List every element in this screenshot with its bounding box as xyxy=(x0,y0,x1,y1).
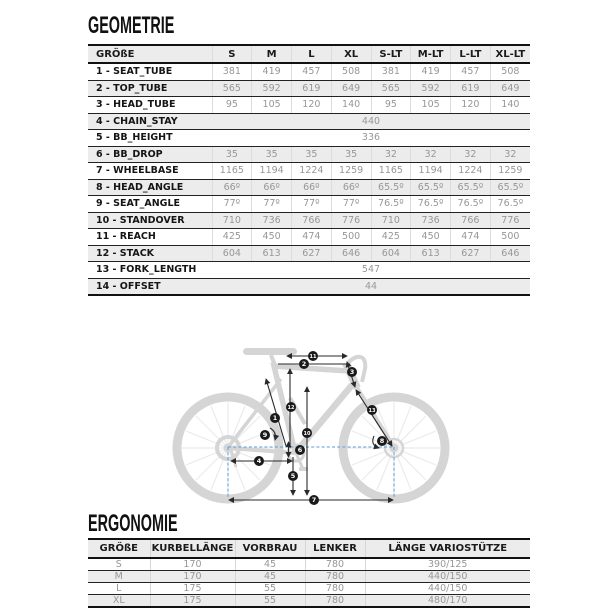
geometry-value: 77º xyxy=(331,196,371,213)
geometry-value: 77º xyxy=(212,196,252,213)
size-column-header-l: L xyxy=(292,45,332,63)
geometry-value: 736 xyxy=(252,212,292,229)
geometry-value: 381 xyxy=(371,63,411,80)
geometry-value: 474 xyxy=(292,229,332,246)
geometry-value: 419 xyxy=(411,63,451,80)
geometry-value: 65.5º xyxy=(490,179,530,196)
geometry-value: 1259 xyxy=(331,163,371,180)
geometry-value: 508 xyxy=(490,63,530,80)
geometry-value: 105 xyxy=(252,97,292,114)
geometry-value: 1259 xyxy=(490,163,530,180)
ergonomics-column-header: LENKER xyxy=(305,539,365,558)
geometry-value: 500 xyxy=(490,229,530,246)
geometry-row-label: 14 - OFFSET xyxy=(88,278,212,295)
geometry-span-value: 336 xyxy=(212,130,530,147)
ergonomics-table xyxy=(88,538,530,608)
geometry-value: 766 xyxy=(451,212,491,229)
ergonomics-value: M xyxy=(88,571,150,583)
geometry-value: 65.5º xyxy=(371,179,411,196)
geometry-value: 1194 xyxy=(411,163,451,180)
dimension-marker-number: 3 xyxy=(349,368,355,377)
geometry-value: 140 xyxy=(331,97,371,114)
geometry-value: 592 xyxy=(252,80,292,97)
geometry-value: 76.5º xyxy=(490,196,530,213)
ergonomics-value: 175 xyxy=(150,583,235,595)
geometry-value: 1165 xyxy=(212,163,252,180)
geometry-row-label: 13 - FORK_LENGTH xyxy=(88,262,212,279)
geometry-value: 425 xyxy=(371,229,411,246)
geometry-row xyxy=(88,63,530,80)
geometry-value: 613 xyxy=(252,245,292,262)
ergonomics-value: 170 xyxy=(150,558,235,571)
geometry-value: 1194 xyxy=(252,163,292,180)
geometry-table-header-row xyxy=(88,45,530,63)
geometry-row xyxy=(88,212,530,229)
dimension-marker-number: 4 xyxy=(256,457,262,466)
geometry-value: 627 xyxy=(451,245,491,262)
geometry-value: 35 xyxy=(212,146,252,163)
dimension-marker-number: 2 xyxy=(301,360,307,369)
geometry-value: 66º xyxy=(212,179,252,196)
geometry-row xyxy=(88,80,530,97)
ergonomics-table-header-row xyxy=(88,539,530,558)
geometry-section-title: GEOMETRIE xyxy=(88,12,175,39)
geometry-row-label: 10 - STANDOVER xyxy=(88,212,212,229)
geometry-value: 604 xyxy=(371,245,411,262)
geometry-value: 766 xyxy=(292,212,332,229)
geometry-value: 776 xyxy=(490,212,530,229)
geometry-value: 120 xyxy=(292,97,332,114)
geometry-value: 710 xyxy=(212,212,252,229)
geometry-value: 500 xyxy=(331,229,371,246)
size-column-header-s: S xyxy=(212,45,252,63)
geometry-value: 66º xyxy=(331,179,371,196)
geometry-row-label: 6 - BB_DROP xyxy=(88,146,212,163)
ergonomics-value: XL xyxy=(88,595,150,608)
ergonomics-value: 55 xyxy=(235,583,305,595)
geometry-row-label: 7 - WHEELBASE xyxy=(88,163,212,180)
ergonomics-value: 45 xyxy=(235,558,305,571)
geometry-value: 95 xyxy=(212,97,252,114)
ergonomics-value: 440/150 xyxy=(365,571,530,583)
ergonomics-value: L xyxy=(88,583,150,595)
geometry-row-label: 1 - SEAT_TUBE xyxy=(88,63,212,80)
geometry-value: 736 xyxy=(411,212,451,229)
geometry-value: 120 xyxy=(451,97,491,114)
geometry-value: 646 xyxy=(490,245,530,262)
geometry-value: 565 xyxy=(371,80,411,97)
geometry-row xyxy=(88,179,530,196)
geometry-value: 457 xyxy=(451,63,491,80)
geometry-value: 604 xyxy=(212,245,252,262)
geometry-row xyxy=(88,278,530,295)
geometry-table xyxy=(88,44,530,296)
geometry-row-label: 9 - SEAT_ANGLE xyxy=(88,196,212,213)
ergonomics-value: 780 xyxy=(305,558,365,571)
size-column-header-m: M xyxy=(252,45,292,63)
bike-geometry-diagram xyxy=(160,325,472,520)
geometry-value: 1165 xyxy=(371,163,411,180)
ergonomics-value: 55 xyxy=(235,595,305,608)
geometry-value: 450 xyxy=(411,229,451,246)
geometry-value: 76.5º xyxy=(451,196,491,213)
dimension-marker-number: 5 xyxy=(290,472,296,481)
bike-diagram-svg xyxy=(160,325,472,520)
geometry-value: 474 xyxy=(451,229,491,246)
size-column-header-l-lt: L-LT xyxy=(451,45,491,63)
ergonomics-value: 170 xyxy=(150,571,235,583)
geometry-value: 419 xyxy=(252,63,292,80)
geometry-value: 776 xyxy=(331,212,371,229)
geometry-row-label: 2 - TOP_TUBE xyxy=(88,80,212,97)
geometry-row xyxy=(88,113,530,130)
size-column-header: GRÖßE xyxy=(88,45,212,63)
dimension-marker-number: 8 xyxy=(379,437,385,446)
geometry-value: 105 xyxy=(411,97,451,114)
geometry-row xyxy=(88,229,530,246)
geometry-span-value: 547 xyxy=(212,262,530,279)
dimension-marker-number: 9 xyxy=(262,431,268,440)
ergonomics-section-title: ERGONOMIE xyxy=(88,510,178,537)
size-column-header-xl-lt: XL-LT xyxy=(490,45,530,63)
geometry-row xyxy=(88,146,530,163)
geometry-value: 646 xyxy=(331,245,371,262)
geometry-value: 1224 xyxy=(292,163,332,180)
geometry-value: 627 xyxy=(292,245,332,262)
geometry-value: 65.5º xyxy=(451,179,491,196)
geometry-value: 76.5º xyxy=(371,196,411,213)
geometry-value: 450 xyxy=(252,229,292,246)
dimension-marker-number: 10 xyxy=(303,431,311,438)
ergonomics-column-header: LÄNGE VARIOSTÜTZE xyxy=(365,539,530,558)
geometry-row-label: 11 - REACH xyxy=(88,229,212,246)
geometry-value: 77º xyxy=(252,196,292,213)
geometry-value: 95 xyxy=(371,97,411,114)
ergonomics-value: 45 xyxy=(235,571,305,583)
geometry-row-label: 4 - CHAIN_STAY xyxy=(88,113,212,130)
geometry-value: 425 xyxy=(212,229,252,246)
ergonomics-column-header: VORBRAU xyxy=(235,539,305,558)
geometry-row xyxy=(88,97,530,114)
geometry-value: 710 xyxy=(371,212,411,229)
ergonomics-value: 780 xyxy=(305,571,365,583)
geometry-value: 140 xyxy=(490,97,530,114)
geometry-value: 619 xyxy=(451,80,491,97)
geometry-value: 508 xyxy=(331,63,371,80)
ergonomics-value: 440/150 xyxy=(365,583,530,595)
geometry-value: 65.5º xyxy=(411,179,451,196)
ergonomics-value: 175 xyxy=(150,595,235,608)
geometry-value: 32 xyxy=(451,146,491,163)
ergonomics-column-header: GRÖßE xyxy=(88,539,150,558)
geometry-value: 592 xyxy=(411,80,451,97)
size-column-header-s-lt: S-LT xyxy=(371,45,411,63)
size-column-header-m-lt: M-LT xyxy=(411,45,451,63)
geometry-value: 381 xyxy=(212,63,252,80)
dimension-marker-number: 12 xyxy=(287,405,295,412)
geometry-span-value: 440 xyxy=(212,113,530,130)
geometry-span-value: 44 xyxy=(212,278,530,295)
dimension-marker-number: 11 xyxy=(309,354,317,361)
geometry-value: 619 xyxy=(292,80,332,97)
ergonomics-value: 480/170 xyxy=(365,595,530,608)
geometry-row-label: 8 - HEAD_ANGLE xyxy=(88,179,212,196)
geometry-value: 649 xyxy=(331,80,371,97)
dimension-marker-number: 1 xyxy=(272,414,278,423)
geometry-value: 32 xyxy=(490,146,530,163)
ergonomics-value: S xyxy=(88,558,150,571)
measurement-lines xyxy=(229,356,393,500)
geometry-value: 32 xyxy=(411,146,451,163)
ergonomics-value: 780 xyxy=(305,583,365,595)
geometry-value: 35 xyxy=(292,146,332,163)
geometry-value: 35 xyxy=(331,146,371,163)
geometry-row xyxy=(88,163,530,180)
dimension-marker-number: 13 xyxy=(368,408,376,415)
dimension-marker-number: 6 xyxy=(297,446,303,455)
size-column-header-xl: XL xyxy=(331,45,371,63)
ergonomics-column-header: KURBELLÄNGE xyxy=(150,539,235,558)
ergonomics-row xyxy=(88,595,530,608)
geometry-value: 35 xyxy=(252,146,292,163)
geometry-value: 649 xyxy=(490,80,530,97)
geometry-row-label: 12 - STACK xyxy=(88,245,212,262)
geometry-value: 1224 xyxy=(451,163,491,180)
ergonomics-value: 780 xyxy=(305,595,365,608)
geometry-value: 565 xyxy=(212,80,252,97)
geometry-value: 76.5º xyxy=(411,196,451,213)
geometry-value: 32 xyxy=(371,146,411,163)
geometry-value: 77º xyxy=(292,196,332,213)
ergonomics-row xyxy=(88,558,530,571)
geometry-row-label: 5 - BB_HEIGHT xyxy=(88,130,212,147)
ergonomics-row xyxy=(88,583,530,595)
geometry-row xyxy=(88,130,530,147)
geometry-row xyxy=(88,196,530,213)
geometry-row xyxy=(88,245,530,262)
geometry-value: 613 xyxy=(411,245,451,262)
geometry-row xyxy=(88,262,530,279)
geometry-value: 66º xyxy=(292,179,332,196)
ergonomics-row xyxy=(88,571,530,583)
geometry-value: 457 xyxy=(292,63,332,80)
geometry-row-label: 3 - HEAD_TUBE xyxy=(88,97,212,114)
geometry-value: 66º xyxy=(252,179,292,196)
bike-silhouette xyxy=(177,348,445,499)
dimension-marker-number: 7 xyxy=(311,496,317,505)
ergonomics-value: 390/125 xyxy=(365,558,530,571)
